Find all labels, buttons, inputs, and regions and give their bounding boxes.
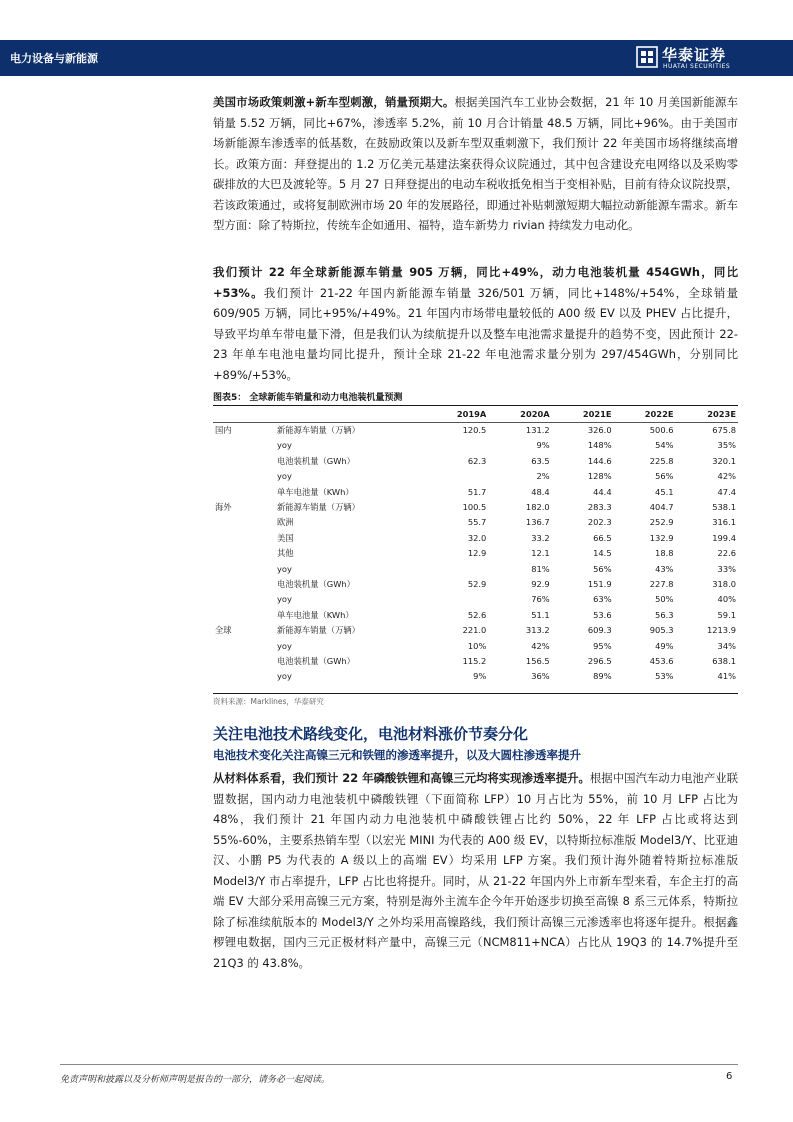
table-row (213, 607, 738, 622)
row-metric: 单车电池量（KWh） (277, 609, 354, 620)
row-metric: yoy (277, 471, 292, 482)
logo-text-cn: 华泰证券 (662, 46, 727, 64)
table-cell: 32.0 (467, 532, 487, 543)
table-cell: 283.3 (587, 502, 612, 513)
table-cell: 252.9 (649, 517, 674, 528)
table-cell: 63.5 (531, 455, 550, 466)
paragraph-material-system (213, 768, 738, 973)
table-cell: 40% (717, 594, 736, 605)
table-header-row (213, 407, 738, 422)
row-metric: 电池装机量（GWh） (277, 455, 355, 466)
table-cell: 156.5 (525, 655, 550, 666)
table-cell: 638.1 (712, 655, 736, 666)
table-cell (425, 592, 488, 607)
table-cell: 53% (655, 671, 674, 682)
table-cell: 9% (536, 440, 550, 451)
table-cell: 47.4 (717, 486, 736, 497)
table-cell: 100.5 (462, 502, 487, 513)
table-row (213, 530, 738, 545)
logo-mark-icon (636, 46, 658, 68)
table-cell: 56.3 (655, 609, 674, 620)
table-cell: 48.4 (531, 486, 550, 497)
table-cell: 34% (717, 640, 736, 651)
row-region (213, 515, 275, 530)
table-cell: 95% (593, 640, 612, 651)
table-cell: 404.7 (649, 502, 674, 513)
column-header: 2020A (488, 407, 551, 422)
table-cell: 89% (593, 671, 612, 682)
table-cell: 14.5 (593, 548, 612, 559)
table-cell: 9% (473, 671, 487, 682)
table-cell: 52.9 (467, 578, 487, 589)
table-row (213, 592, 738, 607)
paragraph-lead: 美国市场政策刺激+新车型刺激，销量预期大。 (213, 95, 455, 109)
row-metric: 新能源车销量（万辆） (277, 625, 360, 636)
table-cell: 136.7 (525, 517, 550, 528)
table-cell: 18.8 (655, 548, 674, 559)
forecast-table (213, 407, 738, 684)
row-metric: yoy (277, 563, 292, 574)
table-cell: 131.2 (525, 425, 550, 436)
paragraph-global-forecast (213, 262, 738, 385)
table-row (213, 469, 738, 484)
table-cell: 42% (531, 640, 550, 651)
table-cell: 151.9 (587, 578, 612, 589)
table-cell: 92.9 (531, 578, 550, 589)
table-cell: 182.0 (525, 502, 550, 513)
row-region: 海外 (215, 502, 232, 513)
table-cell: 44.4 (593, 486, 612, 497)
table-cell: 35% (717, 440, 736, 451)
footer-disclaimer: 免责声明和披露以及分析师声明是报告的一部分，请务必一起阅读。 (60, 1075, 331, 1085)
table-cell (425, 438, 488, 453)
table-cell: 42% (717, 471, 736, 482)
table-cell: 148% (587, 440, 612, 451)
table-row (213, 638, 738, 653)
table-row (213, 453, 738, 468)
table-cell: 313.2 (525, 625, 550, 636)
table-cell: 132.9 (649, 532, 674, 543)
row-metric: 电池装机量（GWh） (277, 578, 355, 589)
row-metric: yoy (277, 671, 292, 682)
table-cell: 225.8 (649, 455, 674, 466)
page-number: 6 (726, 1071, 733, 1082)
table-row (213, 499, 738, 514)
row-metric: 单车电池量（KWh） (277, 486, 354, 497)
paragraph-lead: 从材料体系看，我们预计 22 年磷酸铁锂和高镍三元均将实现渗透率提升。 (213, 771, 590, 785)
table-cell: 36% (531, 671, 550, 682)
figure-title: 图表5： 全球新能车销量和动力电池装机量预测 (213, 390, 738, 406)
table-cell: 76% (531, 594, 550, 605)
table-cell: 56% (655, 471, 674, 482)
row-metric: 欧洲 (277, 517, 294, 528)
column-header: 2021E (552, 407, 614, 422)
table-cell: 43% (655, 563, 674, 574)
table-cell: 221.0 (462, 625, 487, 636)
table-cell: 199.4 (712, 532, 736, 543)
paragraph-body: 我们预计 21-22 年国内新能源车销量 326/501 万辆，同比+148%/+54%，全球销量 609/905 万辆，同比+95%/+49%。21 年国内市场带电量较低的 A00 级 EV 以及 PHEV 占比提升，导致平均单车带电量下滑，但是我们认为续航提升以及整车电池需求量提升的趋势不变，因此预计 22-23 年单车电池电量均同比提升，预计全球 21-22 年电池需求量分别为 297/454GWh，分别同比+89%/+53%。 (213, 285, 738, 382)
table-cell: 227.8 (649, 578, 674, 589)
paragraph-lead: 我们预计 22 年全球新能源车销量 905 万辆，同比+49%，动力电池装机量 454GWh，同比+53%。 (213, 265, 738, 300)
table-cell: 33% (717, 563, 736, 574)
table-row (213, 546, 738, 561)
table-cell: 609.3 (587, 625, 612, 636)
table-cell: 51.1 (531, 609, 550, 620)
row-region (213, 561, 275, 576)
table-cell: 320.1 (712, 455, 736, 466)
paragraph-body: 根据中国汽车动力电池产业联盟数据，国内动力电池装机中磷酸铁锂（下面简称 LFP）10 月占比为 55%，前 10 月 LFP 占比为 48%，我们预计 21 年国内动力电池装机中磷酸铁锂占比约 50%，22 年 LFP 占比或将达到 55%-60%，主要系热销车型（以宏光 MINI 为代表的 A00 级 EV，以特斯拉标准版 Model3/Y、比亚迪汉、小鹏 P5 为代表的 A 级以上的高端 EV）均采用 LFP 方案。我们预计海外随着特斯拉标准版 Model3/Y 市占率提升，LFP 占比也将提升。同时，从 21-22 年国内外上市新车型来看，车企主打的高端 EV 大部分采用高镍三元方案，特别是海外主流车企今年开始逐步切换至高镍 8 系三元体系，特斯拉除了标准续航版本的 Model3/Y 之外均采用高镍路线，我们预计高镍三元渗透率也将逐年提升。根据鑫椤锂电数据，国内三元正极材料产量中，高镍三元（NCM811+NCA）占比从 19Q3 的 14.7%提升至 21Q3 的 43.8%。 (213, 771, 738, 970)
table-cell: 56% (593, 563, 612, 574)
table-cell (425, 469, 488, 484)
row-metric: 其他 (277, 548, 294, 559)
source-note: 资料来源：Marklines，华泰研究 (213, 697, 324, 706)
row-metric: 新能源车销量（万辆） (277, 425, 360, 436)
row-region (213, 592, 275, 607)
row-region (213, 469, 275, 484)
table-cell: 45.1 (655, 486, 674, 497)
table-cell: 2% (536, 471, 550, 482)
table-cell: 54% (655, 440, 674, 451)
row-region (213, 669, 275, 684)
table-row (213, 653, 738, 668)
table-row (213, 438, 738, 453)
row-region (213, 438, 275, 453)
row-region (213, 576, 275, 591)
row-region (213, 638, 275, 653)
table-row (213, 622, 738, 637)
row-region: 国内 (215, 425, 232, 436)
table-cell: 49% (655, 640, 674, 651)
section-heading: 关注电池技术路线变化，电池材料涨价节奏分化 (213, 725, 529, 743)
subsection-heading: 电池技术变化关注高镍三元和铁锂的渗透率提升，以及大圆柱渗透率提升 (213, 748, 581, 762)
table-cell: 128% (587, 471, 612, 482)
section-title: 电力设备与新能源 (10, 52, 98, 65)
table-bottom-rule (213, 693, 738, 694)
company-logo (636, 42, 786, 74)
table-cell: 22.6 (717, 548, 736, 559)
table-cell: 63% (593, 594, 612, 605)
table-cell: 202.3 (587, 517, 612, 528)
table-cell: 10% (467, 640, 487, 651)
table-cell: 12.9 (467, 548, 487, 559)
table-cell (425, 561, 488, 576)
row-metric: 美国 (277, 532, 294, 543)
table-cell: 120.5 (462, 425, 487, 436)
table-cell: 326.0 (587, 425, 612, 436)
table-cell: 453.6 (649, 655, 674, 666)
table-cell: 81% (531, 563, 550, 574)
table-cell: 55.7 (467, 517, 487, 528)
table-row (213, 515, 738, 530)
row-region (213, 484, 275, 499)
table-row (213, 561, 738, 576)
table-cell: 538.1 (712, 502, 736, 513)
row-region (213, 453, 275, 468)
column-header: 2019A (425, 407, 488, 422)
row-metric: yoy (277, 440, 292, 451)
row-region (213, 607, 275, 622)
column-header: 2022E (614, 407, 676, 422)
table-cell: 62.3 (467, 455, 487, 466)
table-cell: 41% (717, 671, 736, 682)
logo-text-en: HUATAI SECURITIES (663, 63, 731, 70)
table-cell: 66.5 (593, 532, 612, 543)
table-cell: 33.2 (531, 532, 550, 543)
paragraph-us-market (213, 92, 738, 236)
table-cell: 905.3 (649, 625, 674, 636)
table-cell: 318.0 (712, 578, 736, 589)
table-cell: 296.5 (587, 655, 612, 666)
table-cell: 675.8 (712, 425, 736, 436)
table-cell: 59.1 (717, 609, 736, 620)
paragraph-body: 根据美国汽车工业协会数据，21 年 10 月美国新能源车销量 5.52 万辆，同比+67%，渗透率 5.2%，前 10 月合计销量 48.5 万辆，同比+96%。由于美国市场新能源车渗透率的低基数，在鼓励政策以及新车型双重刺激下，我们预计 22 年美国市场将继续高增长。政策方面：拜登提出的 1.2 万亿美元基建法案获得众议院通过，其中包含建设充电网络以及采购零碳排放的大巴及渡轮等。5 月 27 日拜登提出的电动车税收抵免相当于变相补贴，目前有待众议院投票，若该政策通过，或将复制欧洲市场 20 年的发展路径，即通过补贴刺激短期大幅拉动新能源车需求。新车型方面：除了特斯拉，传统车企如通用、福特，造车新势力 rivian 持续发力电动化。 (213, 95, 738, 232)
table-cell: 1213.9 (706, 625, 736, 636)
footer-divider (60, 1064, 738, 1065)
table-cell: 50% (655, 594, 674, 605)
row-region (213, 546, 275, 561)
table-row (213, 422, 738, 437)
table-row (213, 484, 738, 499)
row-metric: yoy (277, 640, 292, 651)
row-metric: yoy (277, 594, 292, 605)
row-region (213, 530, 275, 545)
row-metric: 电池装机量（GWh） (277, 655, 355, 666)
table-row (213, 576, 738, 591)
table-cell: 51.7 (467, 486, 487, 497)
table-cell: 53.6 (593, 609, 612, 620)
column-header: 2023E (676, 407, 738, 422)
table-cell: 12.1 (531, 548, 550, 559)
table-cell: 144.6 (587, 455, 612, 466)
table-row (213, 669, 738, 684)
table-cell: 115.2 (462, 655, 487, 666)
row-region (213, 653, 275, 668)
table-cell: 52.6 (467, 609, 487, 620)
row-metric: 新能源车销量（万辆） (277, 502, 360, 513)
table-cell: 500.6 (649, 425, 674, 436)
row-region: 全球 (215, 625, 232, 636)
table-cell: 316.1 (712, 517, 736, 528)
